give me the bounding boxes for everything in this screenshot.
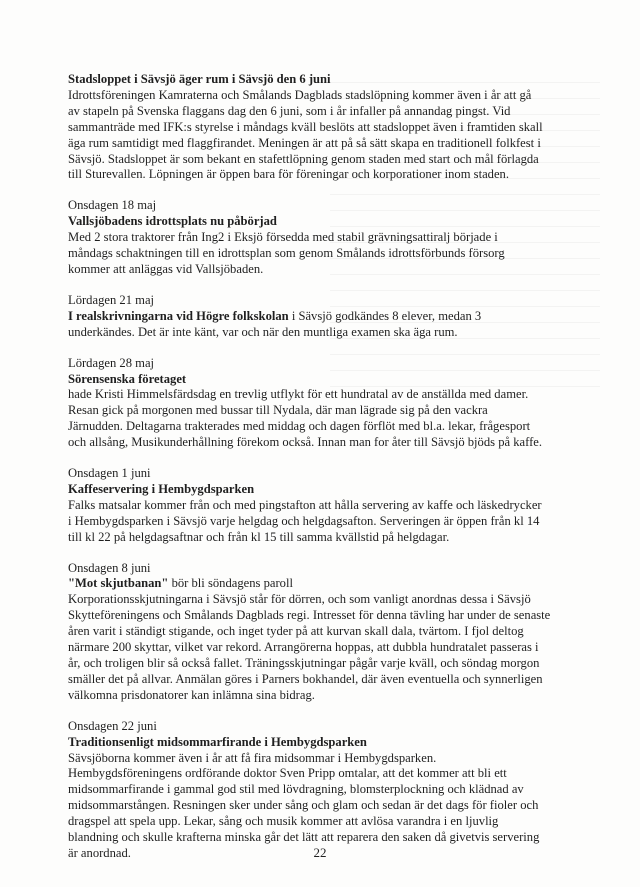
article-line: är anordnad. [68, 845, 131, 860]
article-lead: I realskrivningarna vid Högre folkskolan [68, 308, 289, 323]
article-line: midsommarstången. Resningen sker under sång och glam och sedan är det dags för fioler och [68, 798, 539, 813]
article-line: Resan gick på morgonen med bussar till Nydala, där man lägrade sig på den vackra [68, 403, 488, 418]
article-line: i Hembygdsparken i Sävsjö varje helgdag och helgdagsafton. Serveringen är öppen från kl 14 [68, 513, 540, 528]
article-line: till kl 22 på helgdagsaftnar och från kl 15 till samma kvällstid på helgdagar. [68, 529, 450, 544]
article-lead: "Mot skjutbanan" [68, 576, 169, 591]
article-line: av stapeln på Svenska flaggans dag den 6 juni, som i år infaller på annandag pingst. Vid [68, 103, 511, 118]
article-line: Idrottsföreningen Kamraterna och Smålands Dagblads stadslöpning kommer även i år att gå [68, 87, 532, 102]
article-line: kommer att anläggas vid Vallsjöbaden. [68, 261, 264, 276]
article-line: år, och troligen blir så också fallet. Träningsskjutningar pågår varje kväll, och söndag morgon [68, 656, 540, 670]
article-column [68, 72, 568, 862]
article-line: bör bli söndagens paroll [168, 576, 293, 591]
article-line: i Sävsjö godkändes 8 elever, medan 3 [288, 308, 482, 323]
article-first-line [68, 309, 568, 325]
article-skjutbanan [68, 561, 568, 704]
article-line: hade Kristi Himmelsfärdsdag en trevlig utflykt för ett hundratal av de anställda med damer. [68, 387, 529, 402]
article-sorensenska [68, 356, 568, 451]
article-vallsjobaden [68, 198, 568, 278]
article-date: Onsdagen 1 juni [68, 466, 151, 481]
article-title: Traditionsenligt midsommarfirande i Hembygdsparken [68, 734, 367, 749]
article-line: Falks matsalar kommer från och med pingstafton att hålla servering av kaffe och läskedrycker [68, 497, 542, 512]
article-line: åren varit i ständigt stigande, och inget tyder på att kurvan skall dala, tvärtom. I fjol deltog [68, 624, 524, 639]
article-title: Stadsloppet i Sävsjö äger rum i Sävsjö den 6 juni [68, 72, 331, 86]
article-date: Onsdagen 8 juni [68, 560, 151, 575]
article-line: underkändes. Det är inte känt, var och när den muntliga examen ska äga rum. [68, 324, 458, 339]
article-line: midsommarfirande i gammal god stil med lövdragning, blomsterplockning och klädnad av [68, 782, 524, 797]
article-line: Sävsjö. Stadsloppet är som bekant en stafettlöpning genom staden med start och mål förlagda [68, 151, 539, 166]
article-first-line [68, 576, 568, 592]
article-line: till Sturevallen. Löpningen är öppen bara för föreningar och korporationer inom staden. [68, 167, 509, 182]
article-title: Kaffeservering i Hembygdsparken [68, 481, 255, 496]
article-line: dragspel att spela upp. Lekar, sång och musik kommer att avlösa varandra i en ljuvlig [68, 814, 499, 829]
article-line: äga rum samtidigt med flaggfirandet. Meningen är att på så sätt skapa en traditionell folkfest i [68, 135, 541, 150]
article-line: Med 2 stora traktorer från Ing2 i Eksjö försedda med stabil grävningsattiralj började i [68, 230, 498, 245]
article-line: Korporationsskjutningarna i Sävsjö står för dörren, och som vanligt anordnas dessa i Sävsjö [68, 592, 531, 607]
article-line: Skytteföreningens och Smålands Dagblads regi. Intresset för denna tävling har under de senaste [68, 608, 551, 623]
article-line: måndags schaktningen till en idrottsplan som genom Smålands idrottsförbunds försorg [68, 246, 505, 261]
article-line: Järnudden. Deltagarna trakterades med middag och dagen förflöt med bl.a. lekar, frågesport [68, 419, 531, 434]
article-title: Sörensenska företaget [68, 371, 187, 386]
article-line: Sävsjöborna kommer även i år att få fira midsommar i Hembygdsparken. [68, 750, 437, 765]
article-date: Lördagen 28 maj [68, 355, 155, 370]
article-date: Onsdagen 22 juni [68, 718, 157, 733]
article-title: Vallsjöbadens idrottsplats nu påbörjad [68, 214, 277, 229]
article-line: sammanträde med IFK:s styrelse i måndags kväll beslöts att stadsloppet även i framtiden skall [68, 119, 543, 134]
article-stadsloppet [68, 72, 568, 183]
article-kaffeservering [68, 466, 568, 546]
article-line: välkomna prisdonatorer kan inlämna sina bidrag. [68, 687, 315, 702]
article-line: närmare 200 skyttar, vilket var rekord. Arrangörerna hoppas, att dubbla hundratalet passeras i [68, 640, 539, 655]
article-line: och allsång, Musikunderhållning förekom också. Innan man for åter till Sävsjö bjöds på kaffe. [68, 435, 543, 450]
article-line: blandning och skulle krafterna minska går det lätt att reparera den saken då givetvis servering [68, 830, 540, 845]
article-realskrivningarna [68, 293, 568, 341]
article-date: Onsdagen 18 maj [68, 198, 157, 213]
article-date: Lördagen 21 maj [68, 292, 155, 307]
article-line: Hembygdsföreningens ordförande doktor Sven Pripp omtalar, att det kommer att bli ett [68, 766, 507, 781]
article-midsommar [68, 719, 568, 862]
page-number: 22 [313, 845, 327, 860]
article-line: smäller det på allvar. Anmälan göres i Parners bokhandel, där även eventuella och synnerligen [68, 671, 543, 686]
